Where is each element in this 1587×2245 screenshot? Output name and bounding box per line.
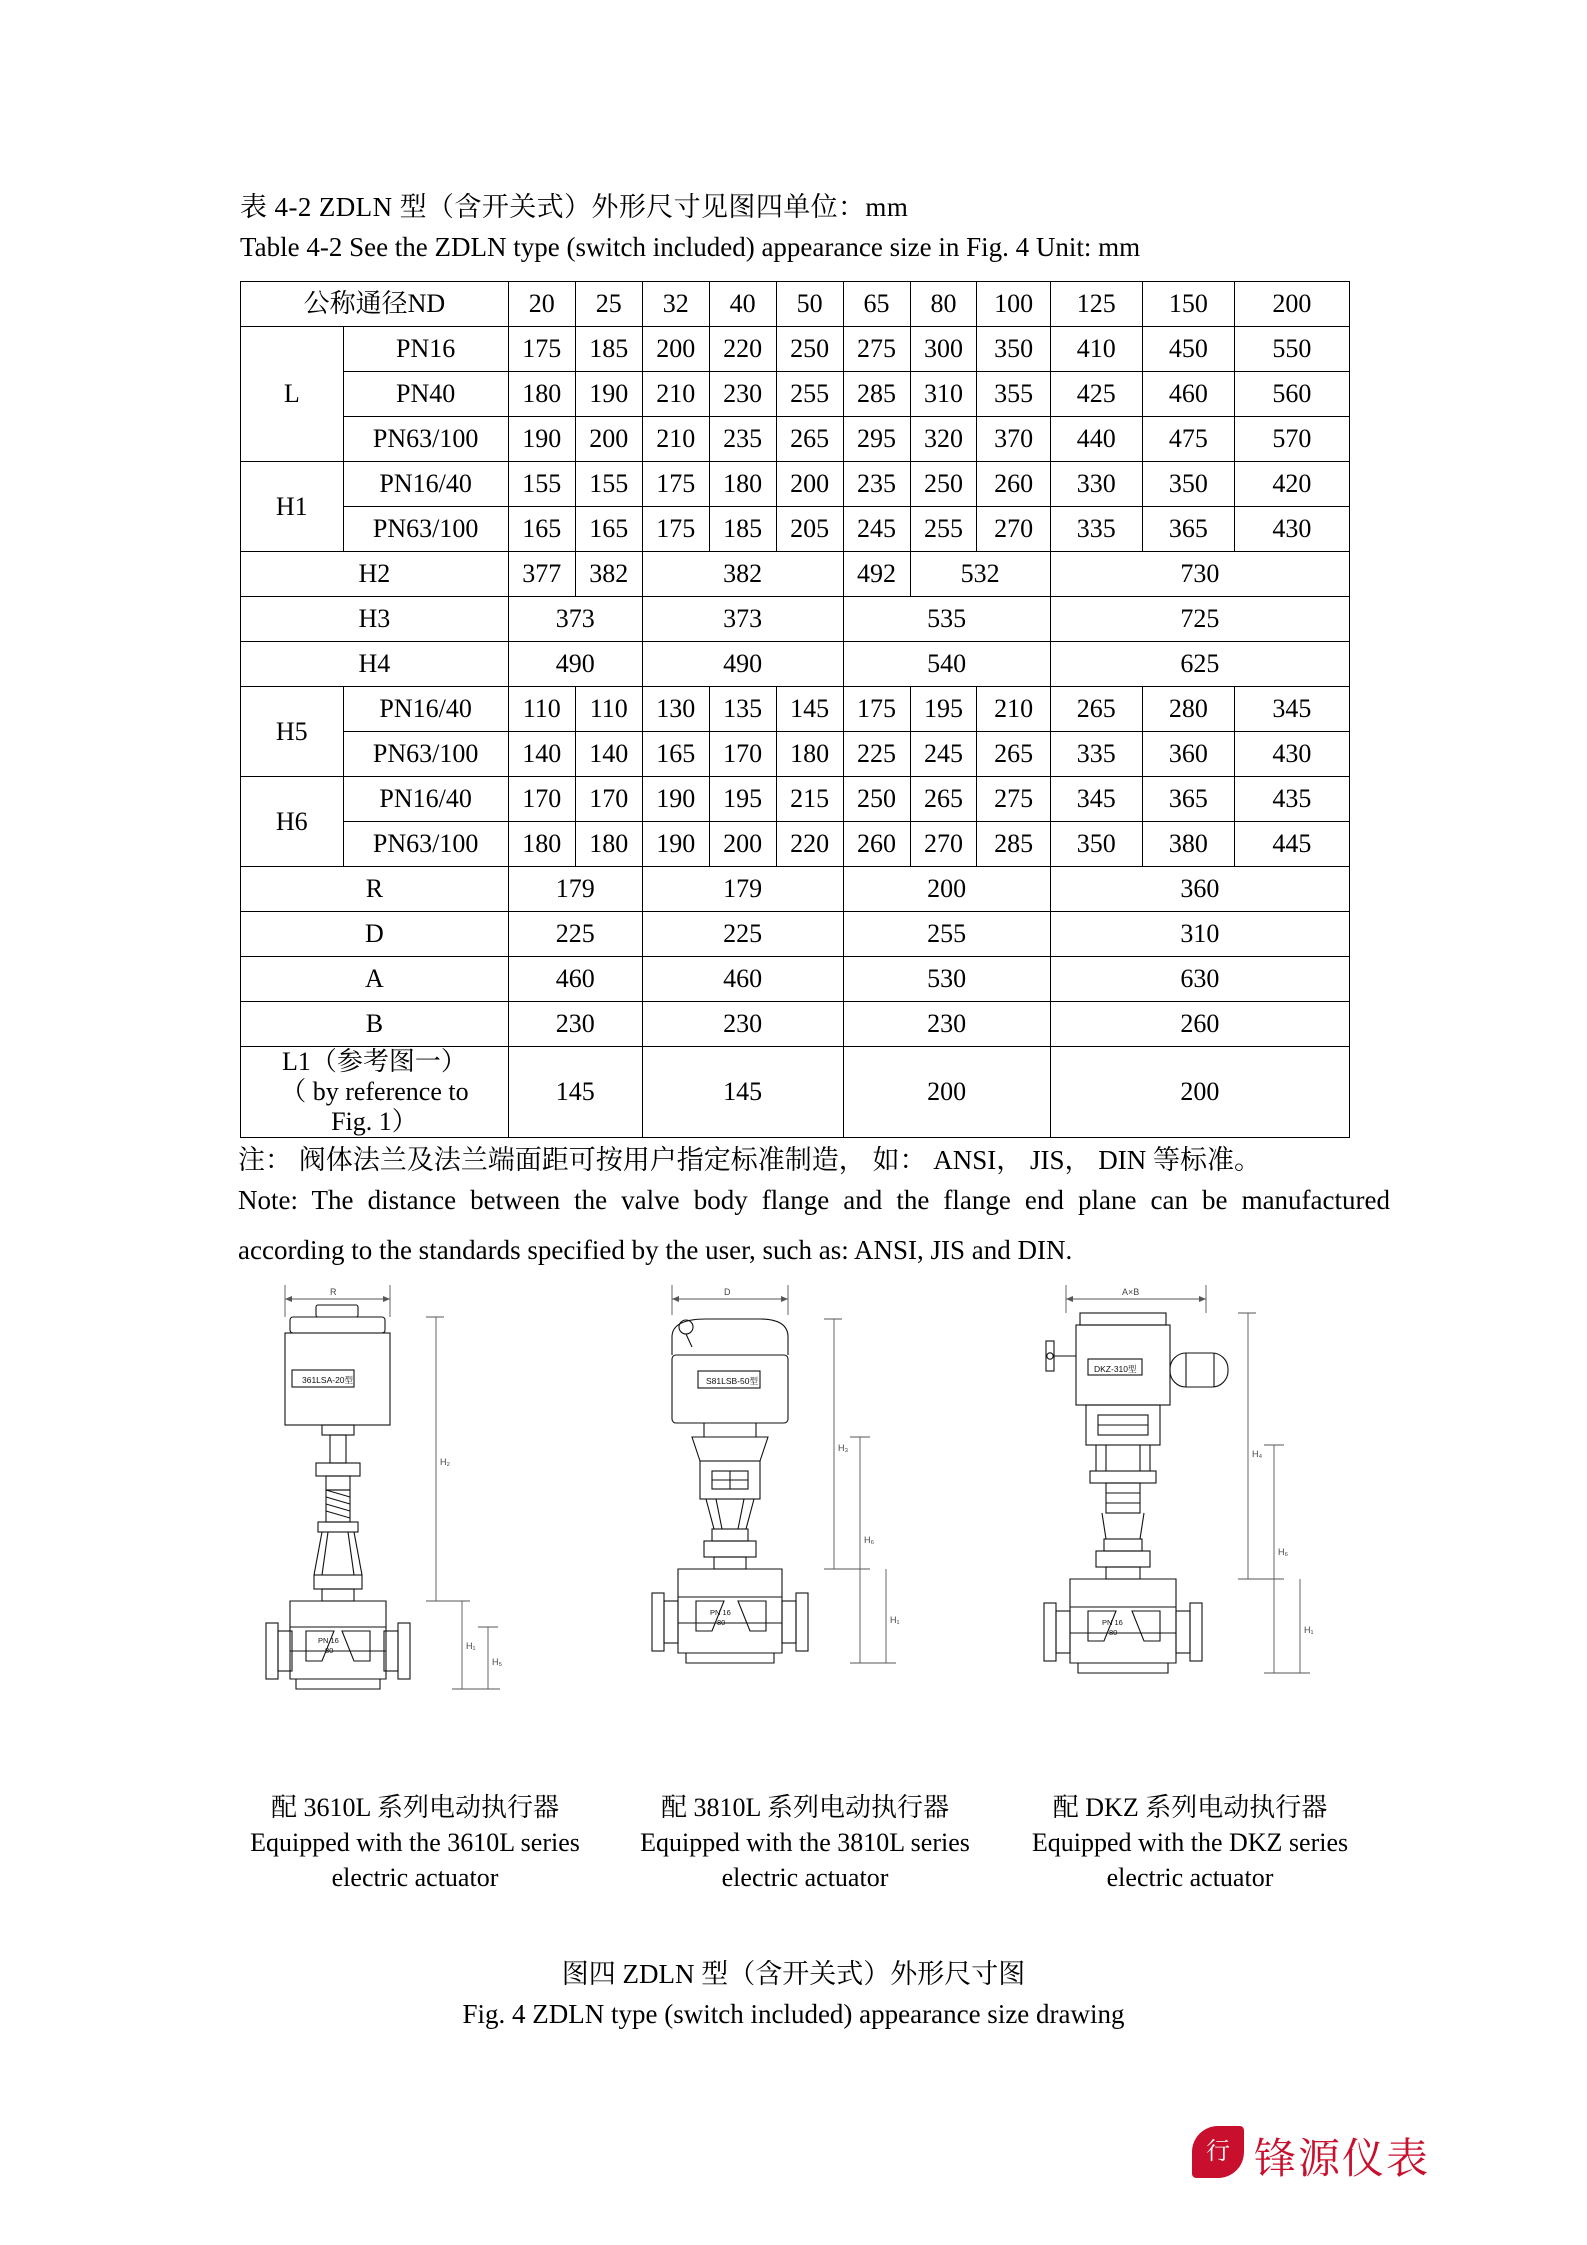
table-row: [241, 417, 1350, 462]
table-row: [241, 912, 1350, 957]
cell: 245: [910, 732, 977, 777]
caption-3810l-english-line2: electric actuator: [721, 1863, 889, 1893]
figure-title-english: Fig. 4 ZDLN type (switch included) appearance size drawing: [462, 1999, 1125, 2029]
cell: 190: [508, 417, 575, 462]
table-row: [241, 327, 1350, 372]
cell: 145: [508, 1047, 642, 1138]
table-row: [241, 957, 1350, 1002]
header-nd-40: 40: [709, 282, 776, 327]
dim-label-d: D: [724, 1287, 731, 1297]
cell: 265: [910, 777, 977, 822]
cell: 200: [843, 867, 1050, 912]
flange-rating-label-line1: PN 16: [1102, 1618, 1123, 1627]
cell: 110: [508, 687, 575, 732]
caption-3610l-english-line1: Equipped with the 3610L series: [250, 1828, 580, 1858]
row-sublabel-pn16: PN16: [343, 327, 508, 372]
cell: 215: [776, 777, 843, 822]
cell: 205: [776, 507, 843, 552]
cell: 175: [642, 462, 709, 507]
cell: 220: [776, 822, 843, 867]
cell: 730: [1050, 552, 1349, 597]
caption-3610l-english-line2: electric actuator: [331, 1863, 499, 1893]
figure-3810l-drawing: [620, 1275, 980, 1735]
cell: 570: [1234, 417, 1349, 462]
dim-label-h5: H₅: [492, 1657, 503, 1667]
cell: 373: [642, 597, 843, 642]
row-label-L: L: [241, 327, 344, 462]
cell: 140: [575, 732, 642, 777]
cell: 140: [508, 732, 575, 777]
cell: 440: [1050, 417, 1142, 462]
cell: 365: [1142, 507, 1234, 552]
cell: 265: [776, 417, 843, 462]
figure-title-chinese: 图四 ZDLN 型（含开关式）外形尺寸图: [561, 1959, 1026, 1989]
cell: 195: [910, 687, 977, 732]
table-row: [241, 822, 1350, 867]
dim-label-h6: H₆: [1278, 1547, 1289, 1557]
cell: 490: [508, 642, 642, 687]
table-row: [241, 462, 1350, 507]
row-label-H4: H4: [241, 642, 509, 687]
cell: 260: [843, 822, 910, 867]
actuator-nameplate: S81LSB-50型: [706, 1376, 758, 1386]
cell: 382: [575, 552, 642, 597]
cell: 270: [910, 822, 977, 867]
cell: 490: [642, 642, 843, 687]
cell: 180: [575, 822, 642, 867]
cell: 532: [910, 552, 1050, 597]
cell: 380: [1142, 822, 1234, 867]
cell: 190: [642, 822, 709, 867]
cell: 195: [709, 777, 776, 822]
cell: 250: [843, 777, 910, 822]
cell: 210: [642, 372, 709, 417]
cell: 200: [709, 822, 776, 867]
cell: 370: [977, 417, 1050, 462]
flange-rating-label-line2: 80: [717, 1618, 726, 1627]
watermark-text: 锋源仪表: [1254, 2135, 1431, 2182]
cell: 170: [575, 777, 642, 822]
cell: 435: [1234, 777, 1349, 822]
row-label-H5: H5: [241, 687, 344, 777]
cell: 245: [843, 507, 910, 552]
cell: 170: [508, 777, 575, 822]
table-row: [241, 687, 1350, 732]
cell: 155: [575, 462, 642, 507]
cell: 210: [977, 687, 1050, 732]
row-sublabel-pn63100: PN63/100: [343, 507, 508, 552]
cell: 175: [843, 687, 910, 732]
cell: 255: [843, 912, 1050, 957]
cell: 185: [575, 327, 642, 372]
cell: 320: [910, 417, 977, 462]
row-label-H2: H2: [241, 552, 509, 597]
flange-rating-label-line1: PN 16: [710, 1608, 731, 1617]
cell: 492: [843, 552, 910, 597]
cell: 450: [1142, 327, 1234, 372]
cell: 445: [1234, 822, 1349, 867]
cell: 230: [843, 1002, 1050, 1047]
cell: 270: [977, 507, 1050, 552]
cell: 350: [1050, 822, 1142, 867]
row-sublabel-pn1640: PN16/40: [343, 687, 508, 732]
caption-dkz-chinese: 配 DKZ 系列电动执行器: [1052, 1793, 1328, 1822]
header-nd-20: 20: [508, 282, 575, 327]
cell: 530: [843, 957, 1050, 1002]
cell: 180: [508, 822, 575, 867]
cell: 230: [642, 1002, 843, 1047]
cell: 350: [1142, 462, 1234, 507]
cell: 145: [642, 1047, 843, 1138]
cell: 265: [977, 732, 1050, 777]
cell: 300: [910, 327, 977, 372]
cell: 260: [977, 462, 1050, 507]
caption-dkz-english-line2: electric actuator: [1106, 1863, 1274, 1893]
note-chinese: 注： 阀体法兰及法兰端面距可按用户指定标准制造， 如： ANSI， JIS， DIN 等标准。: [238, 1145, 1262, 1175]
caption-3810l-chinese: 配 3810L 系列电动执行器: [661, 1793, 949, 1822]
cell: 377: [508, 552, 575, 597]
flange-rating-label-line2: 80: [325, 1646, 334, 1655]
cell: 360: [1050, 867, 1349, 912]
header-nd-100: 100: [977, 282, 1050, 327]
table-row: [241, 552, 1350, 597]
row-sublabel-pn63100: PN63/100: [343, 417, 508, 462]
cell: 180: [709, 462, 776, 507]
row-label-R: R: [241, 867, 509, 912]
cell: 165: [508, 507, 575, 552]
dim-label-axb: A×B: [1122, 1287, 1140, 1297]
header-nd-32: 32: [642, 282, 709, 327]
note-english-line2: according to the standards specified by the user, such as: ANSI, JIS and DIN.: [238, 1235, 1073, 1265]
flange-rating-label-line1: PN 16: [318, 1636, 339, 1645]
table-row: [241, 597, 1350, 642]
header-nd-200: 200: [1234, 282, 1349, 327]
cell: 200: [642, 327, 709, 372]
cell: 175: [642, 507, 709, 552]
row-sublabel-pn40: PN40: [343, 372, 508, 417]
cell: 260: [1050, 1002, 1349, 1047]
cell: 275: [977, 777, 1050, 822]
figure-3610l: [230, 1275, 590, 1735]
row-label-H6: H6: [241, 777, 344, 867]
dim-label-h3: H₃: [838, 1443, 849, 1453]
cell: 130: [642, 687, 709, 732]
cell: 179: [508, 867, 642, 912]
cell: 185: [709, 507, 776, 552]
cell: 475: [1142, 417, 1234, 462]
cell: 630: [1050, 957, 1349, 1002]
cell: 155: [508, 462, 575, 507]
cell: 285: [843, 372, 910, 417]
caption-3810l: [605, 1790, 1005, 1895]
cell: 275: [843, 327, 910, 372]
cell: 190: [575, 372, 642, 417]
figure-dkz-drawing: [1010, 1275, 1370, 1735]
caption-3610l-chinese: 配 3610L 系列电动执行器: [271, 1793, 559, 1822]
actuator-nameplate: 361LSA-20型: [302, 1375, 354, 1385]
row-sublabel-pn1640: PN16/40: [343, 462, 508, 507]
row-label-B: B: [241, 1002, 509, 1047]
cell: 625: [1050, 642, 1349, 687]
cell: 235: [709, 417, 776, 462]
cell: 200: [776, 462, 843, 507]
cell: 180: [776, 732, 843, 777]
dim-label-h1: H₁: [1304, 1625, 1314, 1635]
caption-3810l-english-line1: Equipped with the 3810L series: [640, 1828, 970, 1858]
cell: 200: [575, 417, 642, 462]
row-label-D: D: [241, 912, 509, 957]
cell: 430: [1234, 732, 1349, 777]
watermark-logo-glyph: 行: [1206, 2138, 1230, 2165]
cell: 250: [910, 462, 977, 507]
cell: 420: [1234, 462, 1349, 507]
cell: 540: [843, 642, 1050, 687]
cell: 179: [642, 867, 843, 912]
dim-label-r: R: [330, 1287, 337, 1297]
cell: 190: [642, 777, 709, 822]
header-nd-125: 125: [1050, 282, 1142, 327]
dim-label-h6: H₆: [864, 1535, 875, 1545]
header-nd-25: 25: [575, 282, 642, 327]
table-row: [241, 777, 1350, 822]
table-row-header: [241, 282, 1350, 327]
cell: 145: [776, 687, 843, 732]
header-nd-80: 80: [910, 282, 977, 327]
figure-3810l: [620, 1275, 980, 1735]
row-label-L1-line3: Fig. 1）: [331, 1106, 418, 1136]
cell: 250: [776, 327, 843, 372]
table-row: [241, 867, 1350, 912]
cell: 230: [508, 1002, 642, 1047]
row-label-A: A: [241, 957, 509, 1002]
cell: 360: [1142, 732, 1234, 777]
cell: 225: [642, 912, 843, 957]
cell: 165: [642, 732, 709, 777]
table-row: [241, 732, 1350, 777]
cell: 460: [1142, 372, 1234, 417]
cell: 285: [977, 822, 1050, 867]
cell: 255: [910, 507, 977, 552]
cell: 345: [1234, 687, 1349, 732]
table-row: [241, 642, 1350, 687]
cell: 365: [1142, 777, 1234, 822]
cell: 255: [776, 372, 843, 417]
cell: 335: [1050, 732, 1142, 777]
cell: 180: [508, 372, 575, 417]
table-row: [241, 1002, 1350, 1047]
cell: 560: [1234, 372, 1349, 417]
row-sublabel-pn1640: PN16/40: [343, 777, 508, 822]
dim-label-h1: H₁: [890, 1615, 900, 1625]
figure-dkz: [1010, 1275, 1370, 1735]
dim-label-h1: H₁: [466, 1641, 476, 1651]
cell: 225: [508, 912, 642, 957]
header-nd-150: 150: [1142, 282, 1234, 327]
row-sublabel-pn63100: PN63/100: [343, 732, 508, 777]
dim-label-h4: H₄: [1252, 1449, 1263, 1459]
cell: 345: [1050, 777, 1142, 822]
header-nd-50: 50: [776, 282, 843, 327]
row-label-L1-line1: L1（参考图一）: [281, 1047, 467, 1076]
cell: 460: [642, 957, 843, 1002]
cell: 430: [1234, 507, 1349, 552]
cell: 170: [709, 732, 776, 777]
cell: 335: [1050, 507, 1142, 552]
table-row: [241, 372, 1350, 417]
row-label-L1-line2: （ by reference to: [280, 1076, 469, 1106]
cell: 410: [1050, 327, 1142, 372]
dim-label-h2: H₂: [440, 1457, 450, 1467]
cell: 200: [843, 1047, 1050, 1138]
cell: 382: [642, 552, 843, 597]
row-label-H3: H3: [241, 597, 509, 642]
table-row: [241, 507, 1350, 552]
header-nd-65: 65: [843, 282, 910, 327]
row-sublabel-pn63100: PN63/100: [343, 822, 508, 867]
note-english-line1: Note: The distance between the valve body flange and the flange end plane can be manufactured: [238, 1185, 1390, 1215]
cell: 210: [642, 417, 709, 462]
caption-dkz: [990, 1790, 1390, 1895]
cell: 550: [1234, 327, 1349, 372]
cell: 235: [843, 462, 910, 507]
row-label-H1: H1: [241, 462, 344, 552]
figure-group: [230, 1275, 1370, 1735]
cell: 460: [508, 957, 642, 1002]
cell: 350: [977, 327, 1050, 372]
row-label-L1: [241, 1047, 509, 1138]
caption-dkz-english-line1: Equipped with the DKZ series: [1031, 1828, 1349, 1858]
cell: 200: [1050, 1047, 1349, 1138]
cell: 310: [910, 372, 977, 417]
header-nd-label: 公称通径ND: [241, 282, 509, 327]
table-row: [241, 1047, 1350, 1138]
cell: 535: [843, 597, 1050, 642]
cell: 330: [1050, 462, 1142, 507]
cell: 135: [709, 687, 776, 732]
cell: 225: [843, 732, 910, 777]
cell: 310: [1050, 912, 1349, 957]
caption-3610l: [215, 1790, 615, 1895]
cell: 373: [508, 597, 642, 642]
cell: 110: [575, 687, 642, 732]
flange-rating-label-line2: 80: [1109, 1628, 1118, 1637]
watermark: [1192, 2120, 1492, 2190]
table-caption-chinese: 表 4-2 ZDLN 型（含开关式）外形尺寸见图四单位：mm: [240, 192, 909, 222]
cell: 295: [843, 417, 910, 462]
actuator-nameplate: DKZ-310型: [1094, 1364, 1137, 1374]
cell: 265: [1050, 687, 1142, 732]
cell: 220: [709, 327, 776, 372]
cell: 425: [1050, 372, 1142, 417]
cell: 355: [977, 372, 1050, 417]
cell: 725: [1050, 597, 1349, 642]
cell: 230: [709, 372, 776, 417]
table-caption-english: Table 4-2 See the ZDLN type (switch included) appearance size in Fig. 4 Unit: mm: [240, 232, 1141, 262]
dimension-table: [240, 281, 1350, 1138]
figure-3610l-drawing: [230, 1275, 590, 1735]
cell: 165: [575, 507, 642, 552]
cell: 175: [508, 327, 575, 372]
cell: 280: [1142, 687, 1234, 732]
